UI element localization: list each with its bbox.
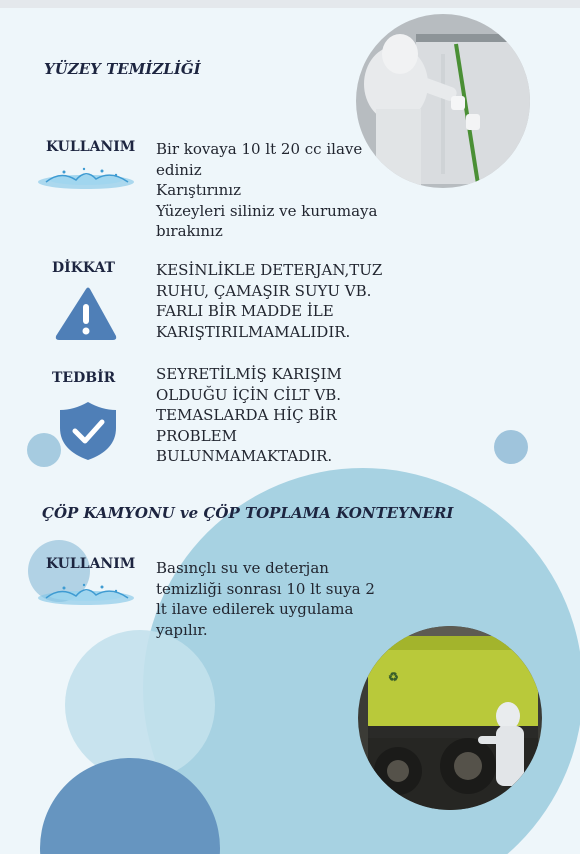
warning-triangle-icon [54,286,118,342]
garbage-truck-illustration [358,626,542,810]
warning-text [156,260,382,342]
bubble-small-right [494,430,528,464]
section1-title: YÜZEY TEMİZLİĞİ [44,60,201,78]
usage-label-2: KULLANIM [46,556,136,572]
usage-text-2 [156,558,375,640]
svg-text:♻: ♻ [388,670,399,684]
warning-line: RUHU, ÇAMAŞIR SUYU VB. [156,281,372,300]
usage-line: temizliği sonrası 10 lt suya 2 [156,579,375,598]
bubble-small-left [27,433,61,467]
measure-line: SEYRETİLMİŞ KARIŞIM [156,365,342,383]
bubble-medium [65,630,215,780]
surface-cleaning-illustration [356,14,530,188]
usage-line: Bir kovaya 10 lt 20 cc ilave [156,140,363,158]
usage-line: bırakınız [156,222,223,240]
shield-check-icon [58,400,118,462]
top-bar [0,0,580,8]
usage-line: lt ilave edilerek uygulama [156,600,354,618]
usage-line: yapılır. [156,620,208,639]
measure-label: TEDBİR [52,370,116,386]
document-page [0,8,580,854]
water-splash-icon [36,166,136,194]
measure-line: TEMASLARDA HİÇ BİR [156,406,337,424]
garbage-truck-photo [358,626,542,810]
water-splash-icon [36,582,136,610]
measure-line: BULUNMAMAKTADIR. [156,447,333,465]
usage-text [156,139,377,242]
measure-line: PROBLEM [156,426,237,445]
warning-line: KESİNLİKLE DETERJAN,TUZ [156,261,383,279]
warning-label: DİKKAT [52,260,115,276]
measure-text [156,364,342,467]
surface-cleaning-photo [356,14,530,188]
section2-title: ÇÖP KAMYONU ve ÇÖP TOPLAMA KONTEYNERI [42,504,454,522]
usage-line: Basınçlı su ve deterjan [156,559,329,577]
usage-line: Yüzeyleri siliniz ve kurumaya [156,201,378,220]
usage-line: Karıştırınız [156,181,241,199]
usage-label: KULLANIM [46,139,136,155]
warning-line: FARLI BİR MADDE İLE [156,302,334,320]
warning-line: KARIŞTIRILMAMALIDIR. [156,322,351,341]
measure-line: OLDUĞU İÇİN CİLT VB. [156,385,342,404]
usage-line: ediniz [156,160,202,179]
